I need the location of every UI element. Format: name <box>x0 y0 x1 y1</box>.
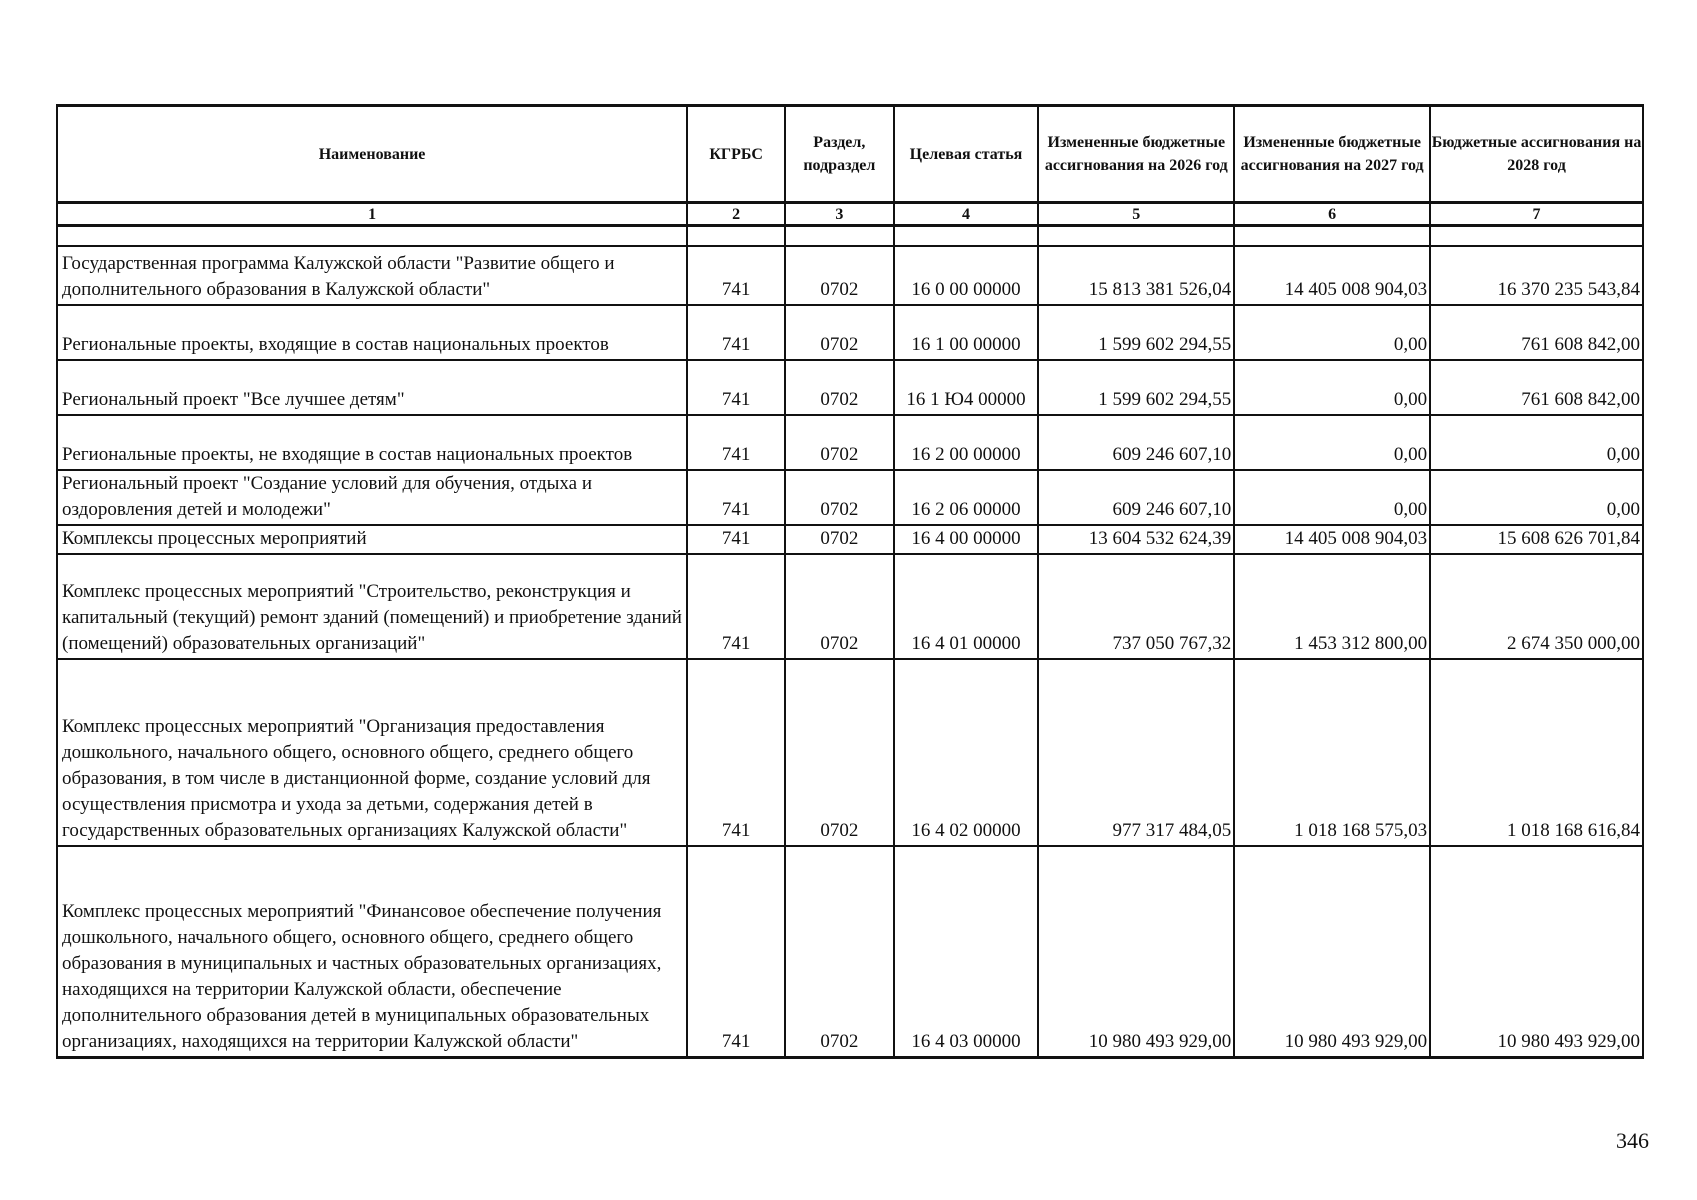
cell-name: Региональные проекты, входящие в состав национальных проектов <box>57 305 687 360</box>
cell-target: 16 1 Ю4 00000 <box>894 360 1039 415</box>
cell-name: Комплекс процессных мероприятий "Организация предоставления дошкольного, начального общего, основного общего, среднего общего образования, в том числе в дистанционной форме, создание условий для осуществления присмотра и ухода за детьми, содержания детей в государственных образовательных организациях Калужской области" <box>57 659 687 846</box>
cell-section: 0702 <box>785 246 894 305</box>
cell-2026: 609 246 607,10 <box>1038 470 1234 525</box>
cell-2028: 15 608 626 701,84 <box>1430 525 1643 554</box>
table-row <box>57 554 1643 659</box>
cell-2026: 609 246 607,10 <box>1038 415 1234 470</box>
cell-kgrbs: 741 <box>687 470 785 525</box>
table-row <box>57 246 1643 305</box>
cell-2027: 1 018 168 575,03 <box>1234 659 1430 846</box>
cell-name: Комплекс процессных мероприятий "Финансовое обеспечение получения дошкольного, начального общего, основного общего, среднего общего образования в муниципальных и частных образовательных организациях, находящихся на территории Калужской области, обеспечение дополнительного образования детей в муниципальных образовательных организациях, находящихся на территории Калужской области" <box>57 846 687 1058</box>
cell-kgrbs: 741 <box>687 246 785 305</box>
column-number: 4 <box>894 203 1039 226</box>
cell-section: 0702 <box>785 415 894 470</box>
cell-section: 0702 <box>785 659 894 846</box>
table-row <box>57 360 1643 415</box>
cell-2028: 2 674 350 000,00 <box>1430 554 1643 659</box>
cell-2026: 1 599 602 294,55 <box>1038 360 1234 415</box>
column-number: 6 <box>1234 203 1430 226</box>
cell-section: 0702 <box>785 305 894 360</box>
cell-2028: 10 980 493 929,00 <box>1430 846 1643 1058</box>
cell-2027: 0,00 <box>1234 415 1430 470</box>
cell-target: 16 4 01 00000 <box>894 554 1039 659</box>
header-name: Наименование <box>57 106 687 203</box>
column-number-row <box>57 203 1643 226</box>
table-row <box>57 525 1643 554</box>
cell-kgrbs: 741 <box>687 415 785 470</box>
cell-2027: 0,00 <box>1234 305 1430 360</box>
cell-name: Комплекс процессных мероприятий "Строительство, реконструкция и капитальный (текущий) ремонт зданий (помещений) и приобретение зданий (помещений) образовательных организаций" <box>57 554 687 659</box>
header-2028: Бюджетные ассигнования на 2028 год <box>1430 106 1643 203</box>
column-number: 7 <box>1430 203 1643 226</box>
column-number: 5 <box>1038 203 1234 226</box>
header-row <box>57 106 1643 203</box>
cell-section: 0702 <box>785 525 894 554</box>
cell-section: 0702 <box>785 470 894 525</box>
cell-target: 16 4 03 00000 <box>894 846 1039 1058</box>
header-section: Раздел, подраздел <box>785 106 894 203</box>
cell-section: 0702 <box>785 360 894 415</box>
cell-2028: 1 018 168 616,84 <box>1430 659 1643 846</box>
cell-target: 16 4 02 00000 <box>894 659 1039 846</box>
table-row <box>57 846 1643 1058</box>
cell-2028: 761 608 842,00 <box>1430 360 1643 415</box>
column-number: 1 <box>57 203 687 226</box>
cell-2026: 15 813 381 526,04 <box>1038 246 1234 305</box>
cell-kgrbs: 741 <box>687 554 785 659</box>
page-number: 346 <box>1616 1128 1649 1153</box>
header-2027: Измененные бюджетные ассигнования на 2027 год <box>1234 106 1430 203</box>
cell-2027: 1 453 312 800,00 <box>1234 554 1430 659</box>
header-kgrbs: КГРБС <box>687 106 785 203</box>
cell-section: 0702 <box>785 554 894 659</box>
cell-name: Государственная программа Калужской области "Развитие общего и дополнительного образования в Калужской области" <box>57 246 687 305</box>
cell-2027: 14 405 008 904,03 <box>1234 525 1430 554</box>
cell-kgrbs: 741 <box>687 659 785 846</box>
table-row <box>57 470 1643 525</box>
cell-section: 0702 <box>785 846 894 1058</box>
table-row <box>57 659 1643 846</box>
cell-2027: 14 405 008 904,03 <box>1234 246 1430 305</box>
cell-2026: 13 604 532 624,39 <box>1038 525 1234 554</box>
cell-target: 16 1 00 00000 <box>894 305 1039 360</box>
header-2026: Измененные бюджетные ассигнования на 2026 год <box>1038 106 1234 203</box>
cell-2026: 1 599 602 294,55 <box>1038 305 1234 360</box>
table-row <box>57 415 1643 470</box>
cell-2026: 10 980 493 929,00 <box>1038 846 1234 1058</box>
cell-target: 16 4 00 00000 <box>894 525 1039 554</box>
cell-2028: 16 370 235 543,84 <box>1430 246 1643 305</box>
cell-name: Региональные проекты, не входящие в состав национальных проектов <box>57 415 687 470</box>
cell-kgrbs: 741 <box>687 525 785 554</box>
cell-target: 16 2 06 00000 <box>894 470 1039 525</box>
cell-2026: 977 317 484,05 <box>1038 659 1234 846</box>
cell-2027: 0,00 <box>1234 470 1430 525</box>
cell-2027: 0,00 <box>1234 360 1430 415</box>
cell-kgrbs: 741 <box>687 846 785 1058</box>
cell-name: Региональный проект "Все лучшее детям" <box>57 360 687 415</box>
column-number: 3 <box>785 203 894 226</box>
cell-target: 16 0 00 00000 <box>894 246 1039 305</box>
cell-kgrbs: 741 <box>687 360 785 415</box>
header-target: Целевая статья <box>894 106 1039 203</box>
budget-table <box>56 104 1644 1059</box>
cell-2028: 0,00 <box>1430 470 1643 525</box>
cell-2028: 761 608 842,00 <box>1430 305 1643 360</box>
cell-2027: 10 980 493 929,00 <box>1234 846 1430 1058</box>
cell-name: Комплексы процессных мероприятий <box>57 525 687 554</box>
spacer-row <box>57 226 1643 247</box>
table-row <box>57 305 1643 360</box>
table-body <box>57 226 1643 1058</box>
column-number: 2 <box>687 203 785 226</box>
cell-name: Региональный проект "Создание условий для обучения, отдыха и оздоровления детей и молодежи" <box>57 470 687 525</box>
cell-kgrbs: 741 <box>687 305 785 360</box>
cell-2026: 737 050 767,32 <box>1038 554 1234 659</box>
cell-target: 16 2 00 00000 <box>894 415 1039 470</box>
cell-2028: 0,00 <box>1430 415 1643 470</box>
